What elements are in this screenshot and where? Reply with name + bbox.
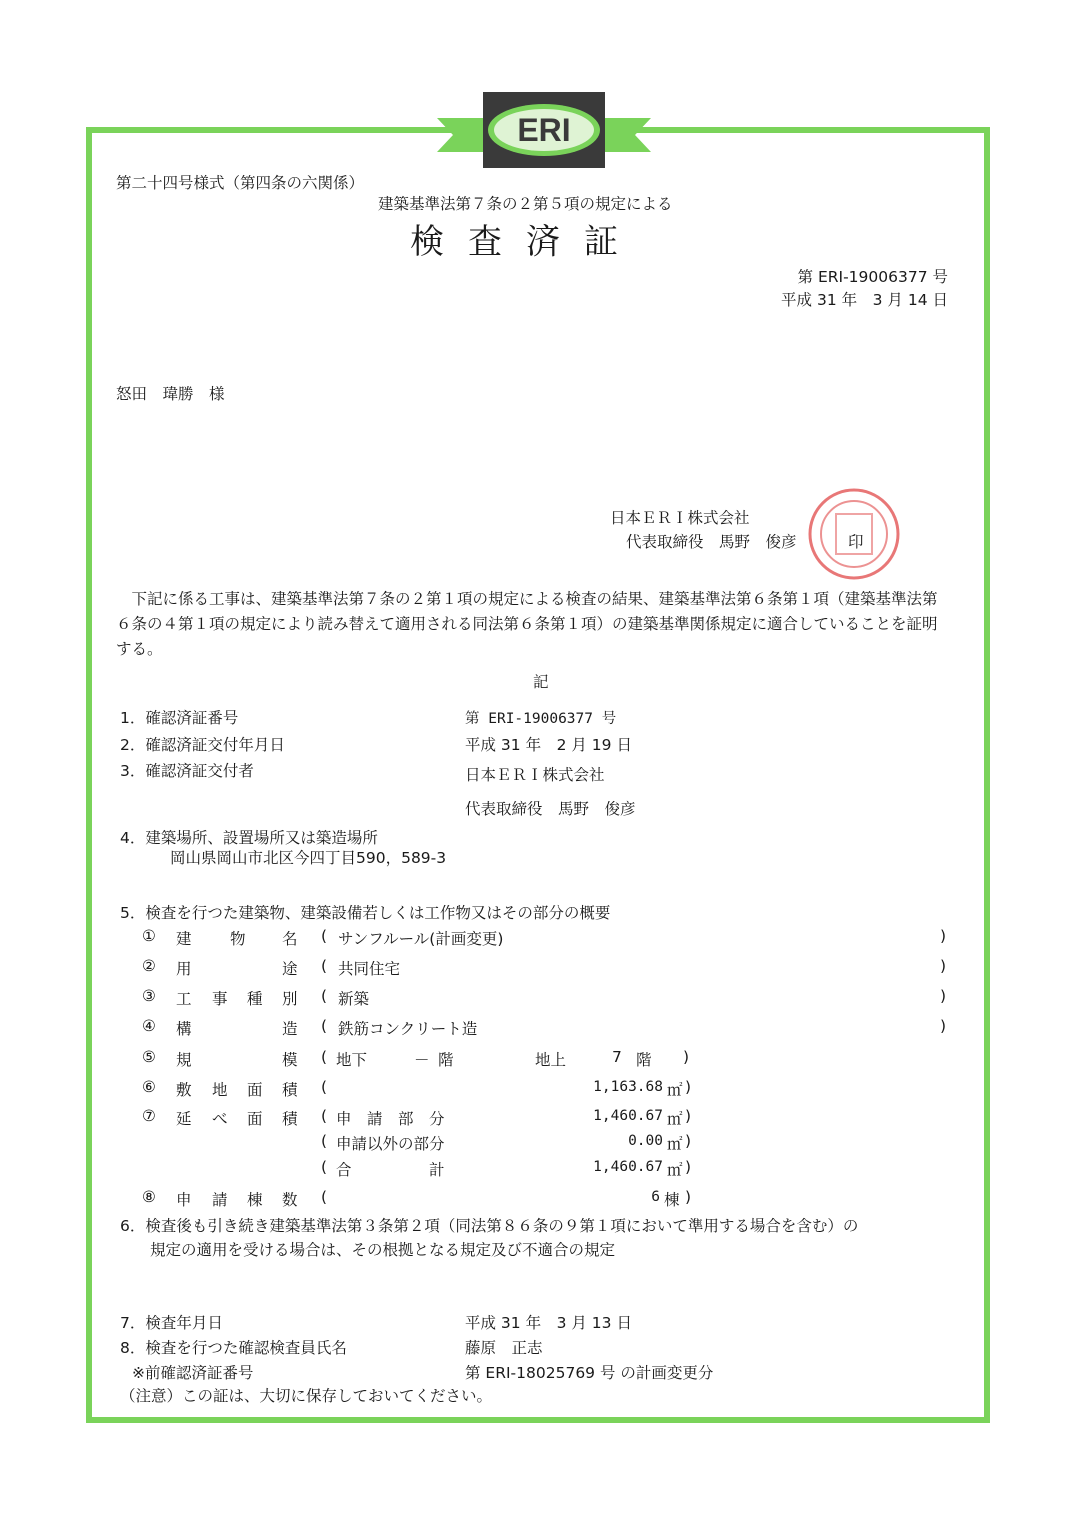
overview-num: ① — [142, 927, 156, 945]
paren-close: ) — [683, 1048, 690, 1066]
site-area-value: 1,163.68 — [593, 1079, 663, 1095]
overview-label-char: 面 — [247, 1110, 263, 1128]
floor-area-applied-label: 申 請 部 分 — [336, 1110, 445, 1128]
paren-close: ) — [940, 927, 947, 945]
logo-text: ERI — [517, 112, 571, 148]
item5-label: 5．検査を行つた建築物、建築設備若しくは工作物又はその部分の概要 — [120, 904, 611, 922]
overview-label-char: 建 — [176, 930, 192, 948]
overview-label-char: 積 — [282, 1110, 298, 1128]
floor-unit: 階 — [438, 1051, 454, 1069]
overview-label-char: 申 — [176, 1191, 192, 1209]
work-type-value: 新築 — [338, 990, 370, 1008]
item3-label: 3．確認済証交付者 — [120, 762, 254, 780]
basis-line: 建築基準法第７条の２第５項の規定による — [378, 195, 673, 213]
area-unit: ㎡ — [667, 1081, 683, 1099]
floor-area-other-label: 申請以外の部分 — [336, 1135, 445, 1153]
prev-cert-label: ※前確認済証番号 — [132, 1364, 254, 1382]
overview-label-char: 棟 — [247, 1191, 263, 1209]
overview-label-char: 敷 — [176, 1081, 192, 1099]
overview-num: ⑧ — [142, 1188, 156, 1206]
overview-label-char: べ — [212, 1110, 228, 1128]
overview-label-char: 種 — [247, 990, 263, 1008]
item1-value: 第 ERI-19006377 号 — [465, 711, 617, 727]
prev-cert-value: 第 ERI-18025769 号 の計画変更分 — [465, 1364, 714, 1382]
basement-label: 地下 — [336, 1051, 368, 1069]
overview-num: ③ — [142, 987, 156, 1005]
overview-label-char: 別 — [282, 990, 298, 1008]
paren-open: ( — [321, 1107, 328, 1125]
usage-value: 共同住宅 — [338, 960, 401, 978]
seal-mark-text: 印 — [848, 533, 864, 551]
paren-close: ) — [940, 957, 947, 975]
item4-label: 4．建築場所、設置場所又は築造場所 — [120, 829, 378, 847]
overview-label-char: 数 — [282, 1191, 298, 1209]
item3-value: 日本ＥＲＩ株式会社 — [465, 766, 605, 784]
item2-value: 平成 31 年 2 月 19 日 — [465, 736, 632, 754]
item3-value2: 代表取締役 馬野 俊彦 — [465, 800, 636, 818]
item8-value: 藤原 正志 — [465, 1339, 543, 1357]
paren-open: ( — [321, 1048, 328, 1066]
floor-area-total-label: 合 計 — [336, 1161, 445, 1179]
issue-date: 平成 31 年 3 月 14 日 — [781, 291, 948, 309]
item4-value: 岡山県岡山市北区今四丁目590，589-3 — [170, 849, 447, 867]
paren-open: ( — [321, 927, 328, 945]
item7-label: 7．検査年月日 — [120, 1314, 223, 1332]
area-unit: ㎡ — [667, 1110, 683, 1128]
certification-statement: 下記に係る工事は、建築基準法第７条の２第１項の規定による検査の結果、建築基準法第６条第１項（建築基準法第６条の４第１項の規定により読み替えて適用される同法第６条第１項）の建築基準関係規定に適合していることを証明する。 — [116, 590, 938, 658]
overview-label-char: 面 — [247, 1081, 263, 1099]
paren-open: ( — [321, 957, 328, 975]
footer-note: （注意）この証は、大切に保存しておいてください。 — [120, 1387, 493, 1405]
overview-label-char: 造 — [282, 1020, 298, 1038]
area-unit: ㎡ — [667, 1135, 683, 1153]
overview-label-char: 模 — [282, 1051, 298, 1069]
paren-open: ( — [321, 1078, 328, 1096]
overview-num: ⑦ — [142, 1107, 156, 1125]
basement-floors-value: － — [414, 1051, 430, 1069]
paren-close: ) — [685, 1188, 692, 1206]
overview-num: ② — [142, 957, 156, 975]
overview-label-char: 規 — [176, 1051, 192, 1069]
floor-area-other-value: 0.00 — [628, 1133, 663, 1149]
item7-value: 平成 31 年 3 月 13 日 — [465, 1314, 632, 1332]
overview-num: ⑥ — [142, 1078, 156, 1096]
item2-label: 2．確認済証交付年月日 — [120, 736, 285, 754]
paren-close: ) — [685, 1078, 692, 1096]
overview-label-char: 事 — [212, 990, 228, 1008]
overview-num: ⑤ — [142, 1048, 156, 1066]
item1-label: 1．確認済証番号 — [120, 709, 239, 727]
overview-label-char: 用 — [176, 960, 192, 978]
overview-label-char: 構 — [176, 1020, 192, 1038]
overview-label-char: 積 — [282, 1081, 298, 1099]
form-label: 第二十四号様式（第四条の六関係） — [116, 174, 365, 192]
paren-close: ) — [685, 1132, 692, 1150]
paren-open: ( — [321, 1188, 328, 1206]
building-name-value: サンフルール(計画変更) — [338, 930, 504, 948]
overview-label-char: 途 — [282, 960, 298, 978]
area-unit: ㎡ — [667, 1161, 683, 1179]
paren-open: ( — [321, 987, 328, 1005]
floor-unit: 階 — [636, 1051, 652, 1069]
paren-open: ( — [321, 1158, 328, 1176]
paren-close: ) — [685, 1158, 692, 1176]
eri-logo — [437, 90, 651, 170]
item6-label-cont: 規定の適用を受ける場合は、その根拠となる規定及び不適合の規定 — [150, 1241, 616, 1259]
paren-close: ) — [940, 1017, 947, 1035]
building-count-unit: 棟 — [664, 1191, 680, 1209]
floor-area-total-value: 1,460.67 — [593, 1159, 663, 1175]
ki-heading: 記 — [533, 673, 549, 691]
company-seal-stamp — [806, 486, 902, 582]
overview-label-char: 工 — [176, 990, 192, 1008]
overview-label-char: 請 — [212, 1191, 228, 1209]
overview-label-char: 物 — [230, 930, 246, 948]
overview-label-char: 延 — [176, 1110, 192, 1128]
issuer-company: 日本ＥＲＩ株式会社 — [610, 509, 750, 527]
paren-close: ) — [685, 1107, 692, 1125]
item8-label: 8．検査を行つた確認検査員氏名 — [120, 1339, 347, 1357]
above-ground-label: 地上 — [535, 1051, 567, 1069]
structure-value: 鉄筋コンクリート造 — [338, 1020, 478, 1038]
recipient-name: 怒田 瑋勝 様 — [116, 385, 225, 403]
page-title: 検査済証 — [410, 222, 642, 262]
overview-label-char: 名 — [282, 930, 298, 948]
paren-open: ( — [321, 1017, 328, 1035]
paren-close: ) — [940, 987, 947, 1005]
overview-label-char: 地 — [212, 1081, 228, 1099]
building-count-value: 6 — [651, 1189, 660, 1205]
paren-open: ( — [321, 1132, 328, 1150]
issuer-representative: 代表取締役 馬野 俊彦 — [626, 533, 797, 551]
certificate-number: 第 ERI-19006377 号 — [797, 268, 948, 286]
floor-area-applied-value: 1,460.67 — [593, 1108, 663, 1124]
item6-label: 6．検査後も引き続き建築基準法第３条第２項（同法第８６条の９第１項において準用する場合を含む）の — [120, 1217, 859, 1235]
above-ground-floors-value: 7 — [612, 1048, 622, 1066]
overview-num: ④ — [142, 1017, 156, 1035]
